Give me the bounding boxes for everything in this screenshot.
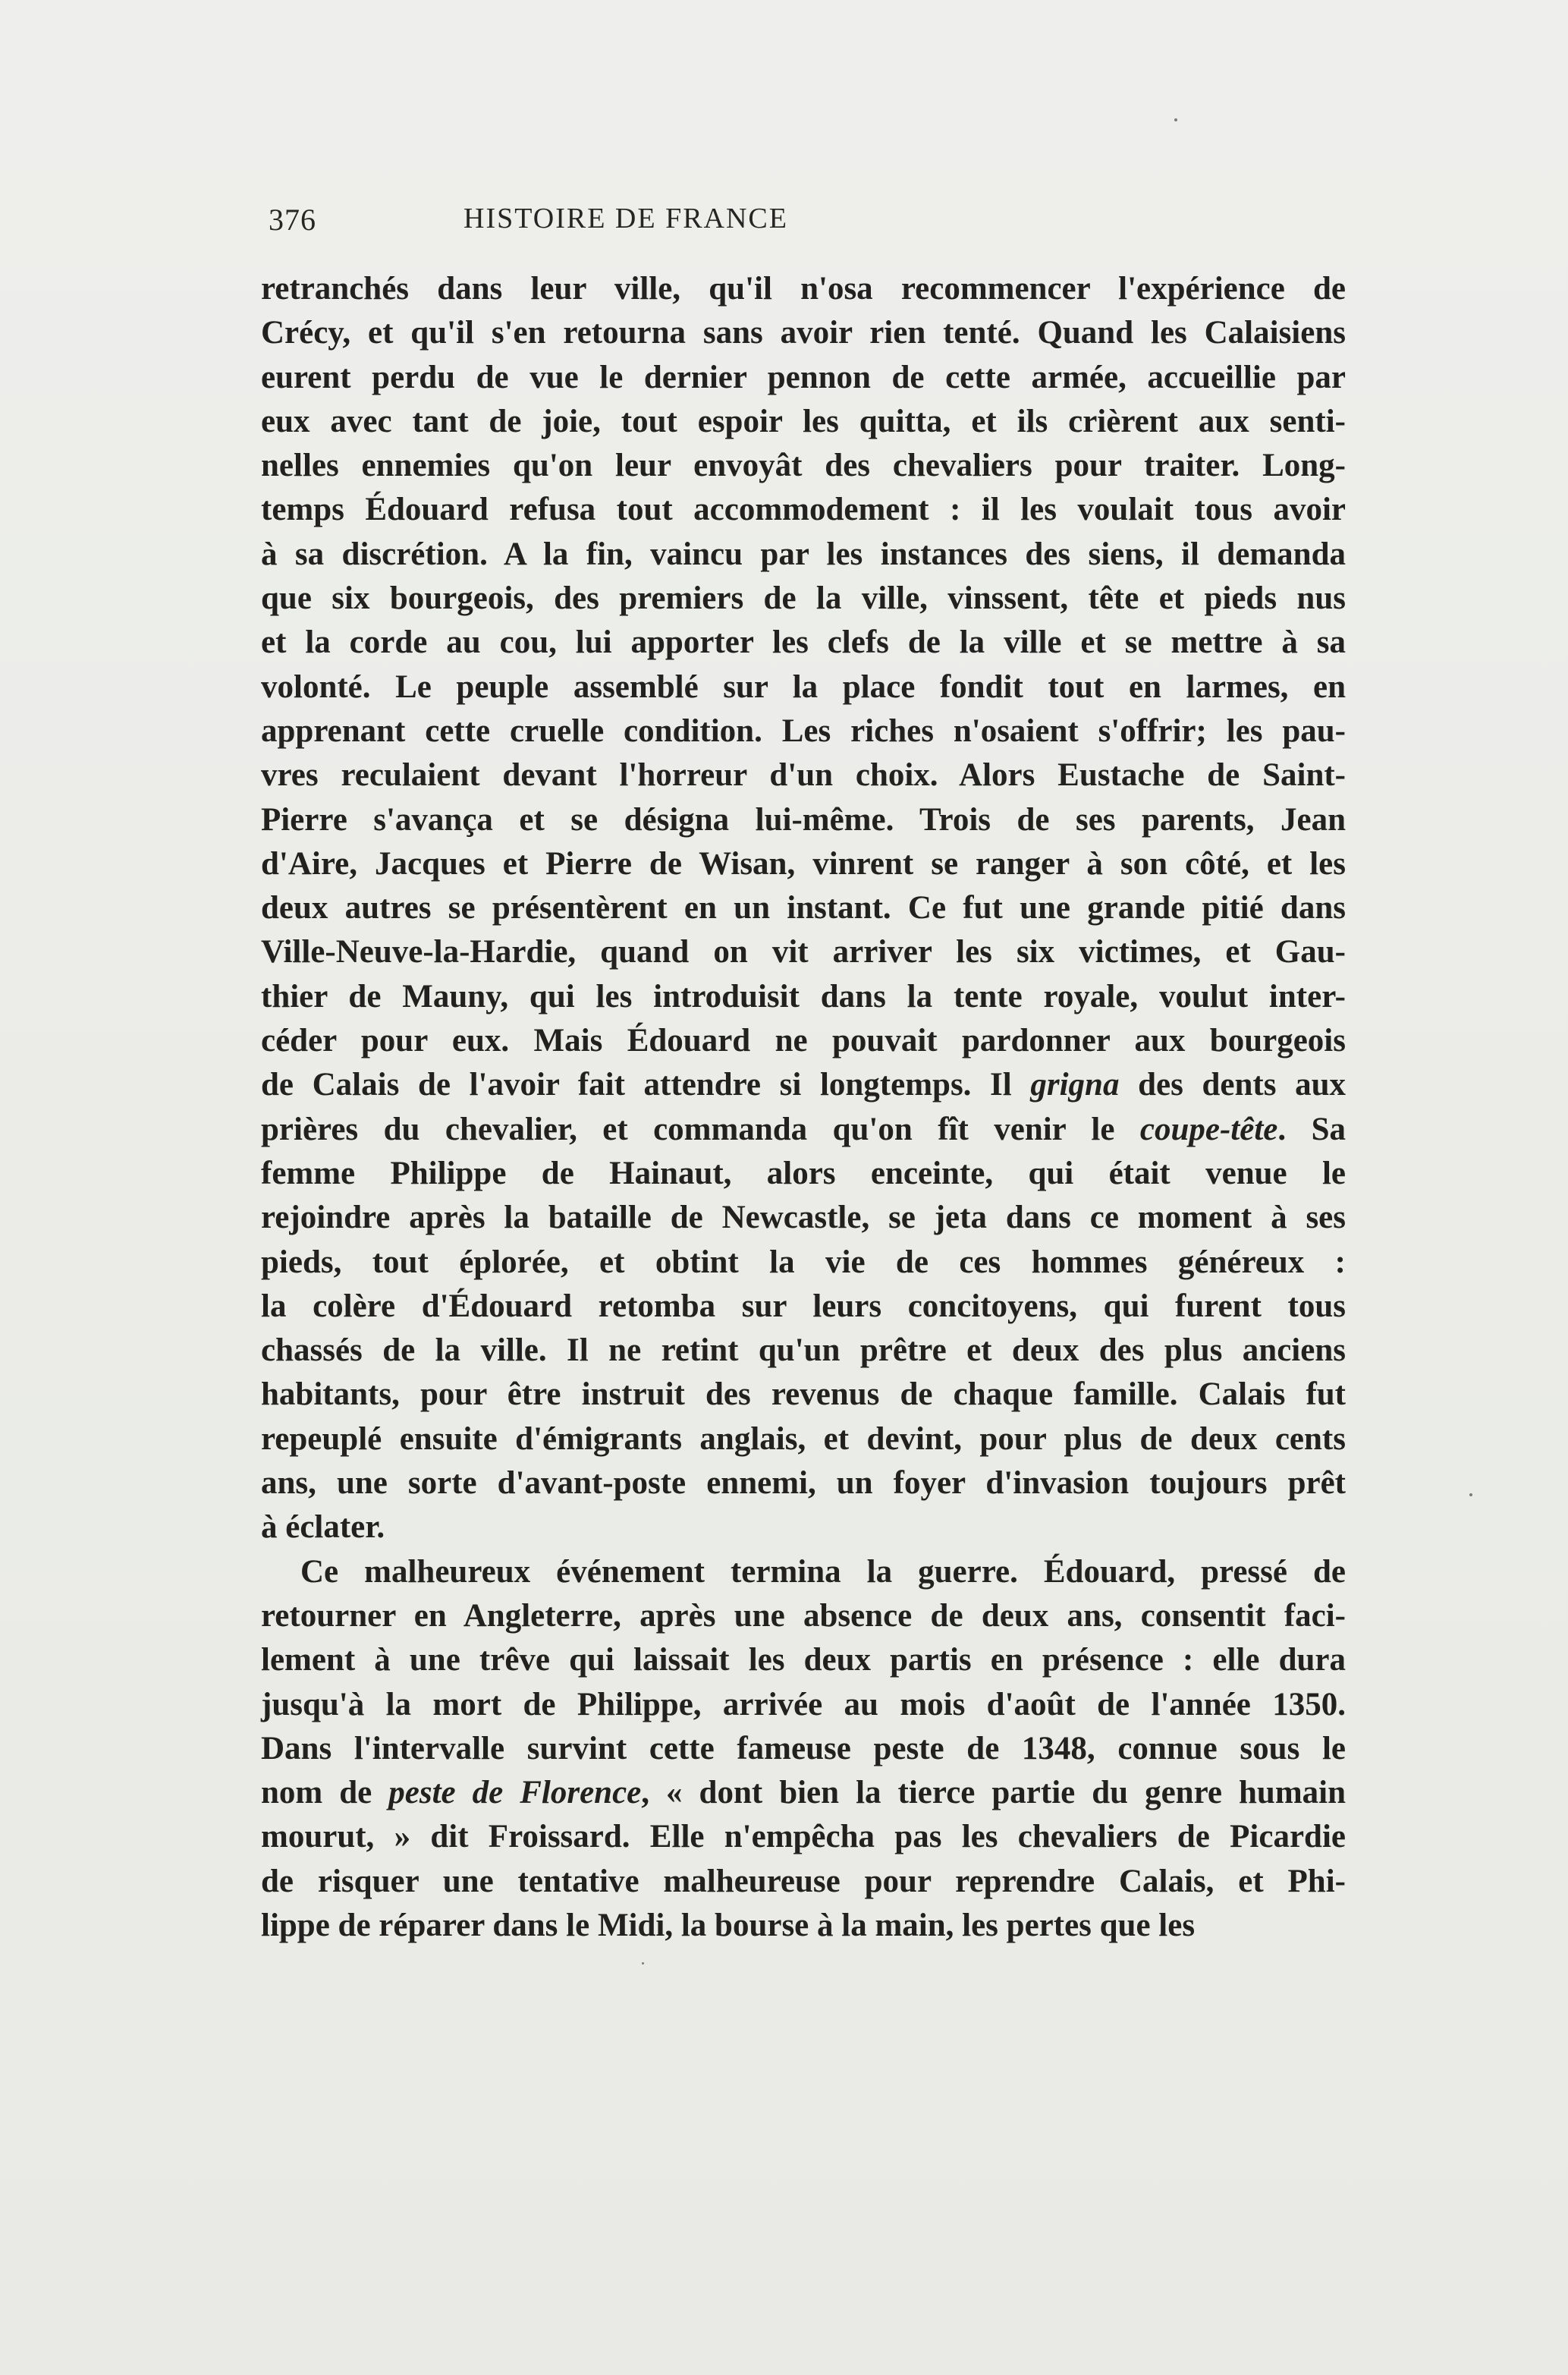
page-number: 376	[269, 203, 316, 237]
text-line: de risquer une tentative malheureuse pour reprendre Calais, et Phi-	[261, 1863, 1346, 1899]
text-line: la colère d'Édouard retomba sur leurs concitoyens, qui furent tous	[261, 1288, 1346, 1324]
text-line: repeuplé ensuite d'émigrants anglais, et devint, pour plus de deux cents	[261, 1420, 1346, 1457]
text-line: thier de Mauny, qui les introduisit dans la tente royale, voulut inter-	[261, 978, 1346, 1014]
paragraph	[261, 267, 1346, 1550]
text-line	[261, 1063, 1346, 1107]
text-line: vres reculaient devant l'horreur d'un choix. Alors Eustache de Saint-	[261, 757, 1346, 794]
text-line: habitants, pour être instruit des revenus de chaque famille. Calais fut	[261, 1376, 1346, 1413]
text-line: pieds, tout éplorée, et obtint la vie de ces hommes généreux :	[261, 1244, 1346, 1280]
text-line: eux avec tant de joie, tout espoir les quitta, et ils crièrent aux senti-	[261, 403, 1346, 439]
text-line: Ce malheureux événement termina la guerre. Édouard, pressé de	[300, 1553, 1346, 1590]
text-line: eurent perdu de vue le dernier pennon de cette armée, accueillie par	[261, 359, 1346, 395]
text-line: Ville-Neuve-la-Hardie, quand on vit arriver les six victimes, et Gau-	[261, 934, 1346, 970]
text-run: de Calais de l'avoir fait attendre si longtemps. Il	[261, 1067, 1031, 1103]
text-line: temps Édouard refusa tout accommodement : il les voulait tous avoir	[261, 492, 1346, 528]
text-line: lement à une trêve qui laissait les deux partis en présence : elle dura	[261, 1642, 1346, 1678]
text-line: et la corde au cou, lui apporter les clefs de la ville et se mettre à sa	[261, 624, 1346, 661]
text-line	[261, 1108, 1346, 1152]
paragraph	[261, 1550, 1346, 1949]
italic-term: coupe-tête	[1139, 1111, 1278, 1147]
text-run: , « dont bien la tierce partie du genre humain	[641, 1775, 1346, 1811]
text-line: apprenant cette cruelle condition. Les riches n'osaient s'offrir; les pau-	[261, 712, 1346, 749]
text-line: à sa discrétion. A la fin, vaincu par les instances des siens, il demanda	[261, 536, 1346, 572]
text-line	[261, 1771, 1346, 1815]
text-line: jusqu'à la mort de Philippe, arrivée au mois d'août de l'année 1350.	[261, 1686, 1346, 1722]
text-line: Pierre s'avança et se désigna lui-même. Trois de ses parents, Jean	[261, 801, 1346, 838]
text-line: deux autres se présentèrent en un instant. Ce fut une grande pitié dans	[261, 890, 1346, 926]
text-run: des dents aux	[1119, 1067, 1346, 1103]
text-line: retourner en Angleterre, après une absence de deux ans, consentit faci-	[261, 1597, 1346, 1634]
italic-term: grigna	[1030, 1067, 1120, 1103]
text-line: à éclater.	[261, 1509, 385, 1546]
italic-term: peste de Florence	[388, 1775, 642, 1811]
text-line: Dans l'intervalle survint cette fameuse peste de 1348, connue sous le	[261, 1730, 1346, 1766]
text-run: prières du chevalier, et commanda qu'on fît venir le	[261, 1111, 1140, 1147]
body-text	[261, 267, 1346, 1948]
paper-speck	[1469, 1493, 1472, 1496]
running-head	[269, 202, 976, 247]
paper-speck	[642, 1962, 644, 1964]
text-line: que six bourgeois, des premiers de la ville, vinssent, tête et pieds nus	[261, 580, 1346, 617]
text-line: mourut, » dit Froissard. Elle n'empêcha pas les chevaliers de Picardie	[261, 1819, 1346, 1855]
text-line: d'Aire, Jacques et Pierre de Wisan, vinrent se ranger à son côté, et les	[261, 845, 1346, 882]
text-line: ans, une sorte d'avant-poste ennemi, un foyer d'invasion toujours prêt	[261, 1465, 1346, 1502]
page-header-title: HISTOIRE DE FRANCE	[463, 203, 788, 234]
text-line: retranchés dans leur ville, qu'il n'osa recommencer l'expérience de	[261, 271, 1346, 307]
text-line: nelles ennemies qu'on leur envoyât des chevaliers pour traiter. Long-	[261, 448, 1346, 484]
text-line: lippe de réparer dans le Midi, la bourse à la main, les pertes que les	[261, 1907, 1196, 1943]
text-line: chassés de la ville. Il ne retint qu'un prêtre et deux des plus anciens	[261, 1332, 1346, 1369]
text-line: femme Philippe de Hainaut, alors enceinte, qui était venue le	[261, 1155, 1346, 1191]
text-run: . Sa	[1277, 1111, 1346, 1147]
text-line: Crécy, et qu'il s'en retourna sans avoir rien tenté. Quand les Calaisiens	[261, 315, 1346, 351]
text-run: nom de	[261, 1775, 389, 1811]
text-line: céder pour eux. Mais Édouard ne pouvait pardonner aux bourgeois	[261, 1023, 1346, 1059]
text-line: volonté. Le peuple assemblé sur la place fondit tout en larmes, en	[261, 668, 1346, 705]
paper-speck	[1174, 118, 1177, 121]
text-line: rejoindre après la bataille de Newcastle, se jeta dans ce moment à ses	[261, 1200, 1346, 1236]
